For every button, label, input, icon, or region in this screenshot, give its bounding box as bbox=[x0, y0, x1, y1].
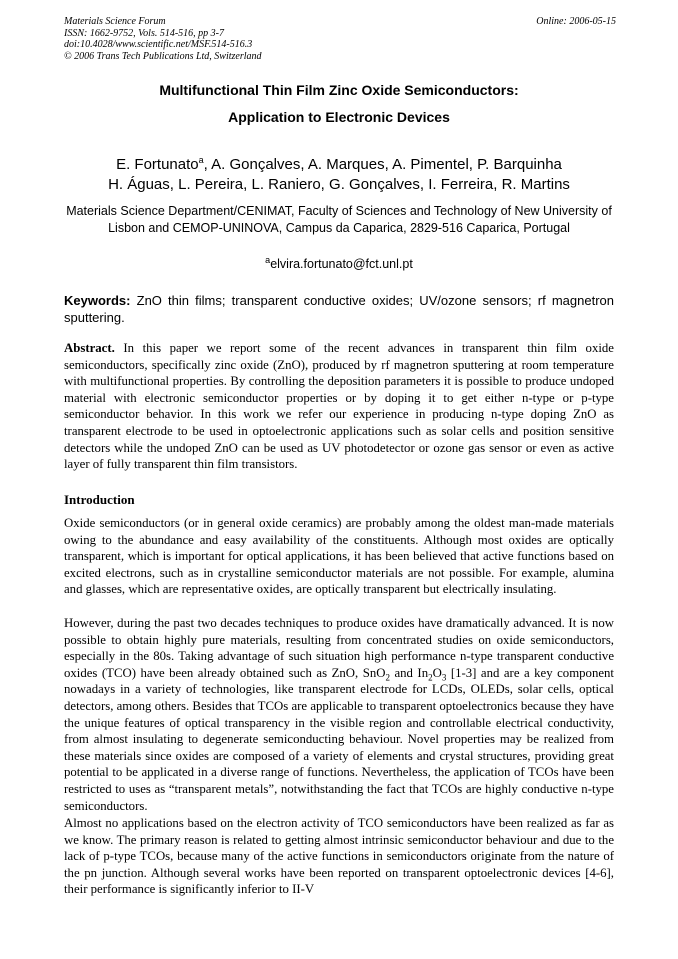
author-affil-mark: a bbox=[198, 155, 204, 165]
author-line-1-rest: , A. Gonçalves, A. Marques, A. Pimentel, P. Barquinha bbox=[203, 156, 562, 173]
keywords-text: ZnO thin films; transparent conductive oxides; UV/ozone sensors; rf magnetron sputtering. bbox=[64, 293, 614, 325]
author-line-2: H. Águas, L. Pereira, L. Raniero, G. Gonçalves, I. Ferreira, R. Martins bbox=[108, 176, 570, 193]
first-author: E. Fortunato bbox=[116, 156, 199, 173]
subscript: 2 bbox=[385, 672, 390, 683]
issn-line: ISSN: 1662-9752, Vols. 514-516, pp 3-7 bbox=[64, 27, 224, 39]
intro-p2-text-a: However, during the past two decades techniques to produce oxides have dramatically advanced. It is now possible to obtain highly pure materials, resulting from concentrated studies on oxide semiconductors, especially in the 80s. Taking advantage of such situation high performance n-type transparent conductive oxides (TCO) have been already obtained such as ZnO, SnO bbox=[64, 616, 614, 680]
subscript: 2 bbox=[428, 672, 433, 683]
email-address: elvira.fortunato@fct.unl.pt bbox=[270, 257, 413, 271]
doi-line: doi:10.4028/www.scientific.net/MSF.514-516.3 bbox=[64, 39, 253, 50]
corresponding-email bbox=[64, 254, 614, 271]
intro-p2-text-c: O bbox=[432, 665, 442, 680]
keywords bbox=[64, 292, 614, 326]
online-date: Online: 2006-05-15 bbox=[536, 16, 616, 27]
section-heading-introduction: Introduction bbox=[64, 492, 135, 507]
email-affil-mark: a bbox=[265, 254, 271, 265]
affiliation: Materials Science Department/CENIMAT, Faculty of Sciences and Technology of New University of Lisbon and CEMOP-UNINOVA, Campus da Caparica, 2829-516 Caparica, Portugal bbox=[66, 204, 612, 235]
intro-p2-text-b: and In bbox=[389, 665, 429, 680]
intro-paragraph-3: Almost no applications based on the electron activity of TCO semiconductors have been realized as far as we know. The primary reason is related to getting almost intrinsic semiconductor behaviour and due to the lack of p-type TCOs, because many of the active functions in semiconductors originate from the nature of the pn junction. Although several works have been reported on transparent optoelectronic devices [4-6], their performance is significantly inferior to II-V bbox=[64, 816, 614, 897]
abstract-text: In this paper we report some of the recent advances in transparent thin film oxide semiconductors, specifically zinc oxide (ZnO), produced by rf magnetron sputtering at room temperature with multifunctional properties. By controlling the deposition parameters it is possible to produce undoped material with electronic semiconductor properties or by doping it to get either n-type or p-type semiconductor behavior. In this work we refer our experience in producing n-type doping ZnO as transparent electrode to be used in optoelectronic applications such as solar cells and position sensitive detectors while the undoped ZnO can be used as UV photodetector or ozone gas sensor or even as active layer of fully transparent thin film transistors. bbox=[64, 341, 614, 472]
paper-title-line1: Multifunctional Thin Film Zinc Oxide Semiconductors: bbox=[159, 82, 519, 98]
journal-name: Materials Science Forum bbox=[64, 16, 166, 27]
author-list bbox=[64, 155, 614, 195]
intro-p2-text-d: [1-3] and are a key component nowadays in a variety of technologies, like transparent electrode for LCDs, OLEDs, solar cells, optical detectors, among others. Besides that TCOs are applicable to transparent optoelectronics because they have the unique features of optical transparency in the visible region and controllable electrical conductivity, from almost insulating to degenerate semiconducting behaviour. Novel properties may be realized from these materials since oxides are composed of a variety of elements and crystal structures, providing great potential to be applicated in a diverse range of functions. Nevertheless, the application of TCOs have been restricted to uses as “transparent metals”, notwithstanding the fact that TCOs are highly conductive n-type semiconductors. bbox=[64, 665, 614, 813]
subscript: 3 bbox=[441, 672, 447, 683]
paper-title-line2: Application to Electronic Devices bbox=[228, 109, 450, 125]
abstract-label: Abstract. bbox=[64, 341, 115, 355]
intro-paragraph-2 bbox=[64, 615, 614, 814]
author-line-1 bbox=[64, 155, 614, 175]
keywords-label: Keywords: bbox=[64, 293, 131, 308]
abstract bbox=[64, 340, 614, 473]
copyright-line: © 2006 Trans Tech Publications Ltd, Switzerland bbox=[64, 50, 262, 62]
intro-paragraph-1: Oxide semiconductors (or in general oxide ceramics) are probably among the oldest man-made materials owing to the abundance and easy availability of the constituents. Although most oxides are optically transparent, which is important for optical applications, it has been believed that active functions based on excited electrons, such as in crystalline semiconductor materials are not possible. For example, alumina and glasses, which are representative oxides, are optically transparent but electrically insulating. bbox=[64, 516, 614, 597]
journal-header bbox=[64, 16, 262, 62]
